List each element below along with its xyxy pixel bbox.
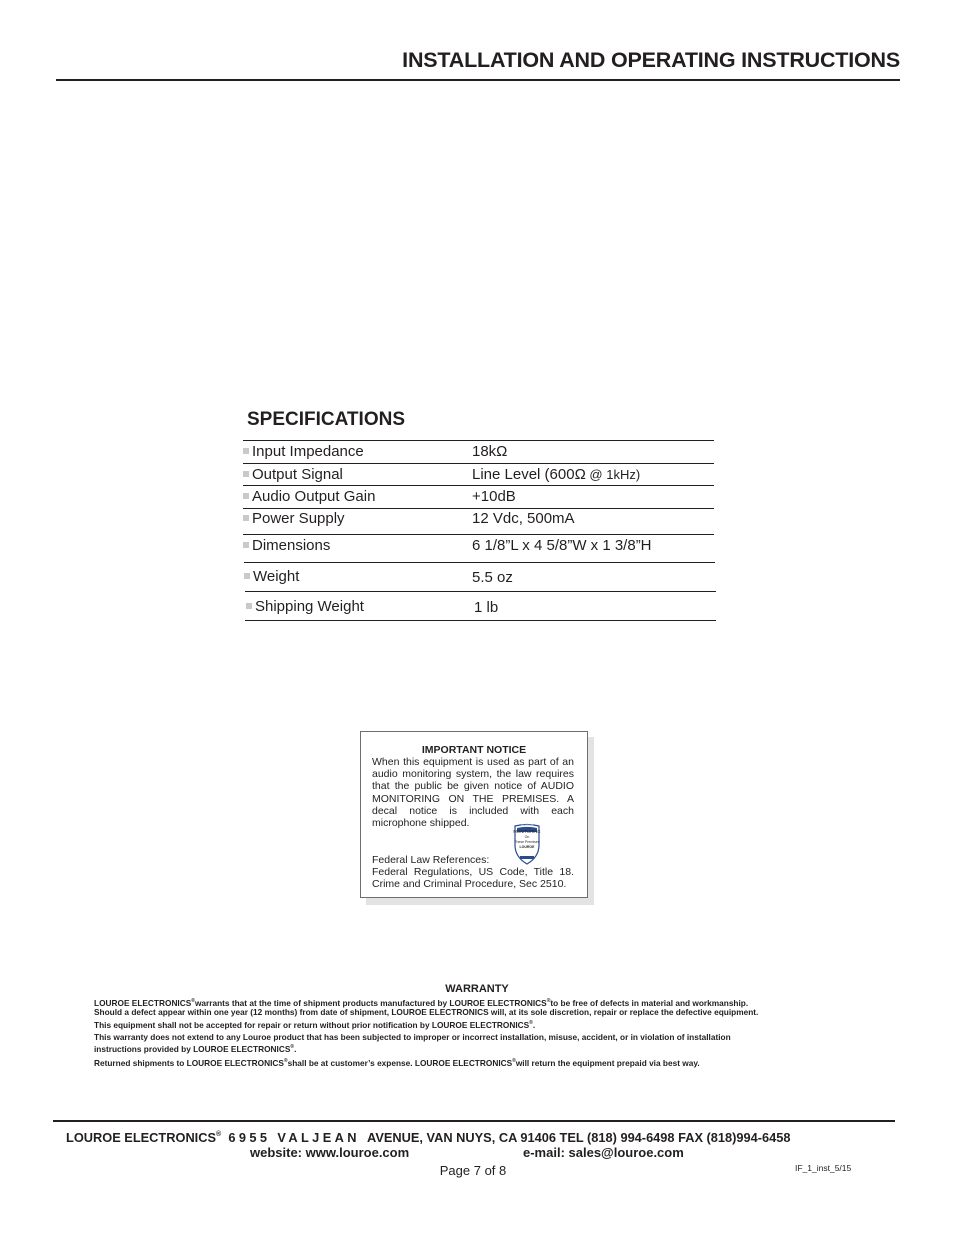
spec-value: 6 1/8”L x 4 5/8”W x 1 3/8”H xyxy=(472,537,652,554)
spec-label: Weight xyxy=(244,568,299,585)
spec-value: 12 Vdc, 500mA xyxy=(472,510,575,527)
bullet-icon xyxy=(243,542,249,548)
table-rule xyxy=(245,591,716,592)
warranty-title: WARRANTY xyxy=(445,983,509,995)
bullet-icon xyxy=(246,603,252,609)
notice-line: that the public be given notice of AUDIO xyxy=(372,780,574,792)
company-address: LOUROE ELECTRONICS® 6955 VALJEAN AVENUE, VAN NUYS, CA 91406 TEL (818) 994-6498 FAX (818)994-6458 xyxy=(66,1130,791,1145)
notice-line: MONITORING ON THE PREMISES. A xyxy=(372,793,574,805)
website-link[interactable]: website: www.louroe.com xyxy=(250,1145,410,1160)
bullet-icon xyxy=(243,471,249,477)
spec-value: Line Level (600Ω @ 1kHz) xyxy=(472,466,641,483)
spec-label: Dimensions xyxy=(243,537,330,554)
warranty-line: LOUROE ELECTRONICS®warrants that at the time of shipment products manufactured by LOUROE ELECTRONICS®to be free of defects in material and workmanship. xyxy=(94,998,749,1008)
table-rule xyxy=(243,463,714,464)
notice-line: decal notice is included with each xyxy=(372,805,574,817)
table-rule xyxy=(243,534,714,535)
notice-line: When this equipment is used as part of an xyxy=(372,756,574,768)
footer-rule xyxy=(53,1120,895,1122)
spec-label: Audio Output Gain xyxy=(243,488,375,505)
email-link[interactable]: e-mail: sales@louroe.com xyxy=(523,1145,684,1160)
decal-text: AUDIO xyxy=(520,823,534,828)
bullet-icon xyxy=(243,515,249,521)
warranty-line: Should a defect appear within one year (12 months) from date of shipment, LOUROE ELECTRONICS will, at its sole discretion, repair or replace the defective equipment. xyxy=(94,1007,759,1017)
bullet-icon xyxy=(244,573,250,579)
title-rule xyxy=(56,79,900,81)
spec-value: +10dB xyxy=(472,488,516,505)
warranty-line: This warranty does not extend to any Louroe product that has been subjected to improper or incorrect installation, misuse, accident, or in violation of installation xyxy=(94,1032,731,1042)
spec-value: 5.5 oz xyxy=(472,569,513,586)
table-rule xyxy=(243,485,714,486)
specifications-heading: SPECIFICATIONS xyxy=(247,409,405,430)
warranty-line: Returned shipments to LOUROE ELECTRONICS®shall be at customer’s expense. LOUROE ELECTRONICS®will return the equipment prepaid via best way. xyxy=(94,1058,700,1068)
warranty-line: instructions provided by LOUROE ELECTRONICS®. xyxy=(94,1044,297,1054)
spec-label: Input Impedance xyxy=(243,443,364,460)
federal-line: Federal Regulations, US Code, Title 18. xyxy=(372,866,574,878)
federal-heading: Federal Law References: xyxy=(372,854,490,866)
decal-text: MONITORING xyxy=(513,829,541,834)
table-rule xyxy=(243,440,714,441)
table-rule xyxy=(245,620,716,621)
page-title: INSTALLATION AND OPERATING INSTRUCTIONS xyxy=(402,48,900,72)
page-number: Page 7 of 8 xyxy=(439,1163,507,1178)
decal-text: These Premises xyxy=(514,840,540,844)
decal-text: On xyxy=(524,835,530,839)
spec-value: 1 lb xyxy=(474,599,499,616)
bullet-icon xyxy=(243,448,249,454)
notice-line: microphone shipped. xyxy=(372,817,470,829)
document-code: IF_1_inst_5/15 xyxy=(795,1163,852,1173)
spec-label: Power Supply xyxy=(243,510,345,527)
decal-brand: LOUROE xyxy=(519,845,535,849)
notice-title: IMPORTANT NOTICE xyxy=(421,744,527,756)
table-rule xyxy=(243,508,714,509)
spec-value: 18kΩ xyxy=(472,443,508,460)
table-rule xyxy=(244,562,715,563)
notice-line: audio monitoring system, the law requires xyxy=(372,768,574,780)
federal-line: Crime and Criminal Procedure, Sec 2510. xyxy=(372,878,567,890)
bullet-icon xyxy=(243,493,249,499)
spec-label: Shipping Weight xyxy=(246,598,364,615)
spec-label: Output Signal xyxy=(243,466,343,483)
warranty-line: This equipment shall not be accepted for repair or return without prior notification by LOUROE ELECTRONICS®. xyxy=(94,1020,536,1030)
